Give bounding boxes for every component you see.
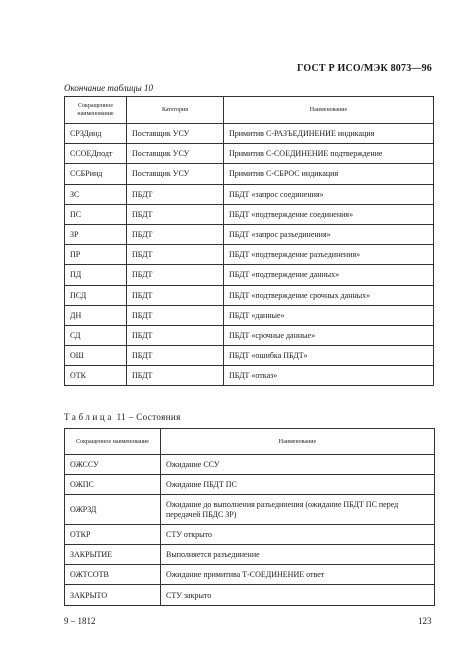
table-cell: СРЗДинд bbox=[65, 124, 127, 144]
table-cell: ССБРинд bbox=[65, 164, 127, 184]
table-row bbox=[65, 346, 434, 366]
table11-caption-title: – Состояния bbox=[128, 412, 181, 422]
table-cell: ОТК bbox=[65, 366, 127, 386]
table-cell: Примитив С-СОЕДИНЕНИЕ подтверждение bbox=[224, 144, 434, 164]
table-row bbox=[65, 124, 434, 144]
table-row bbox=[65, 265, 434, 285]
column-header: Сокращенное наименование bbox=[65, 97, 127, 124]
table-cell: ПБДТ bbox=[127, 224, 224, 244]
table-cell: ПБДТ «отказ» bbox=[224, 366, 434, 386]
table-cell: Ожидание ССУ bbox=[161, 455, 435, 475]
table-cell: ПБДТ bbox=[127, 265, 224, 285]
table-row bbox=[65, 305, 434, 325]
table-row bbox=[65, 164, 434, 184]
table11-caption bbox=[64, 412, 181, 422]
table-cell: ОЖССУ bbox=[65, 455, 161, 475]
table-cell: ПБДТ bbox=[127, 346, 224, 366]
table-cell: ПД bbox=[65, 265, 127, 285]
table-cell: ПР bbox=[65, 245, 127, 265]
table-cell: ПБДТ «подтверждение данных» bbox=[224, 265, 434, 285]
table-11 bbox=[64, 428, 435, 606]
table-cell: Примитив С-СБРОС индикация bbox=[224, 164, 434, 184]
table-row bbox=[65, 525, 435, 545]
table-cell: ПБДТ bbox=[127, 305, 224, 325]
table-cell: Ожидание примитива Т-СОЕДИНЕНИЕ ответ bbox=[161, 565, 435, 585]
table-row bbox=[65, 285, 434, 305]
table11-caption-number: 11 bbox=[116, 412, 127, 422]
page-number: 123 bbox=[418, 616, 432, 626]
table-cell: ПБДТ bbox=[127, 366, 224, 386]
table-cell: ПБДТ bbox=[127, 204, 224, 224]
table-row bbox=[65, 565, 435, 585]
table-row bbox=[65, 495, 435, 525]
table-cell: ПБДТ bbox=[127, 245, 224, 265]
column-header: Наименование bbox=[224, 97, 434, 124]
table-cell: ДН bbox=[65, 305, 127, 325]
column-header: Сокращенное наименование bbox=[65, 429, 161, 455]
table-cell: ПБДТ «данные» bbox=[224, 305, 434, 325]
table-cell: ПСД bbox=[65, 285, 127, 305]
table-cell: ОШ bbox=[65, 346, 127, 366]
table-cell: ПС bbox=[65, 204, 127, 224]
table-cell: ПБДТ bbox=[127, 285, 224, 305]
table-cell: ПБДТ «запрос разъединения» bbox=[224, 224, 434, 244]
table-row bbox=[65, 475, 435, 495]
table-cell: ССОЕДподт bbox=[65, 144, 127, 164]
table-cell: Ожидание до выполнения разъединения (ожидание ПБДТ ПС перед передачей ПБДС ЗР) bbox=[161, 495, 435, 525]
table-cell: Поставщик УСУ bbox=[127, 144, 224, 164]
table-row bbox=[65, 455, 435, 475]
table-cell: СД bbox=[65, 325, 127, 345]
table-cell: Ожидание ПБДТ ПС bbox=[161, 475, 435, 495]
table-cell: ПБДТ bbox=[127, 184, 224, 204]
column-header: Наименование bbox=[161, 429, 435, 455]
table-cell: ПБДТ «ошибка ПБДТ» bbox=[224, 346, 434, 366]
table-row bbox=[65, 184, 434, 204]
table-cell: ПБДТ «подтверждение срочных данных» bbox=[224, 285, 434, 305]
table-cell: ПБДТ bbox=[127, 325, 224, 345]
table-cell: ЗР bbox=[65, 224, 127, 244]
table-row bbox=[65, 144, 434, 164]
table-cell: ПБДТ «подтверждение соединения» bbox=[224, 204, 434, 224]
table11-caption-label: Таблица bbox=[64, 412, 114, 422]
column-header: Категория bbox=[127, 97, 224, 124]
standard-designation: ГОСТ Р ИСО/МЭК 8073—96 bbox=[297, 63, 432, 74]
table-cell: ОЖПС bbox=[65, 475, 161, 495]
printing-mark: 9 – 1812 bbox=[64, 616, 96, 626]
table-cell: ПБДТ «срочные данные» bbox=[224, 325, 434, 345]
table-row bbox=[65, 366, 434, 386]
table-cell: ПБДТ «подтверждение разъединения» bbox=[224, 245, 434, 265]
table-row bbox=[65, 325, 434, 345]
table-cell: ЗАКРЫТО bbox=[65, 585, 161, 605]
table-row bbox=[65, 245, 434, 265]
table-cell: Примитив С-РАЗЪЕДИНЕНИЕ индикация bbox=[224, 124, 434, 144]
table-cell: Поставщик УСУ bbox=[127, 164, 224, 184]
table-cell: ПБДТ «запрос соединения» bbox=[224, 184, 434, 204]
table-cell: ОЖТСОТВ bbox=[65, 565, 161, 585]
table-cell: СТУ открыто bbox=[161, 525, 435, 545]
table-header-row bbox=[65, 429, 435, 455]
table-10 bbox=[64, 96, 434, 386]
table-cell: Выполняется разъединение bbox=[161, 545, 435, 565]
table-header-row bbox=[65, 97, 434, 124]
table-cell: ОТКР bbox=[65, 525, 161, 545]
table10-caption: Окончание таблицы 10 bbox=[64, 83, 154, 93]
table-cell: ЗАКРЫТИЕ bbox=[65, 545, 161, 565]
table-cell: СТУ закрыто bbox=[161, 585, 435, 605]
table-row bbox=[65, 224, 434, 244]
table-row bbox=[65, 204, 434, 224]
table-cell: ОЖРЗД bbox=[65, 495, 161, 525]
table-row bbox=[65, 585, 435, 605]
table-cell: Поставщик УСУ bbox=[127, 124, 224, 144]
table-row bbox=[65, 545, 435, 565]
table-cell: ЗС bbox=[65, 184, 127, 204]
